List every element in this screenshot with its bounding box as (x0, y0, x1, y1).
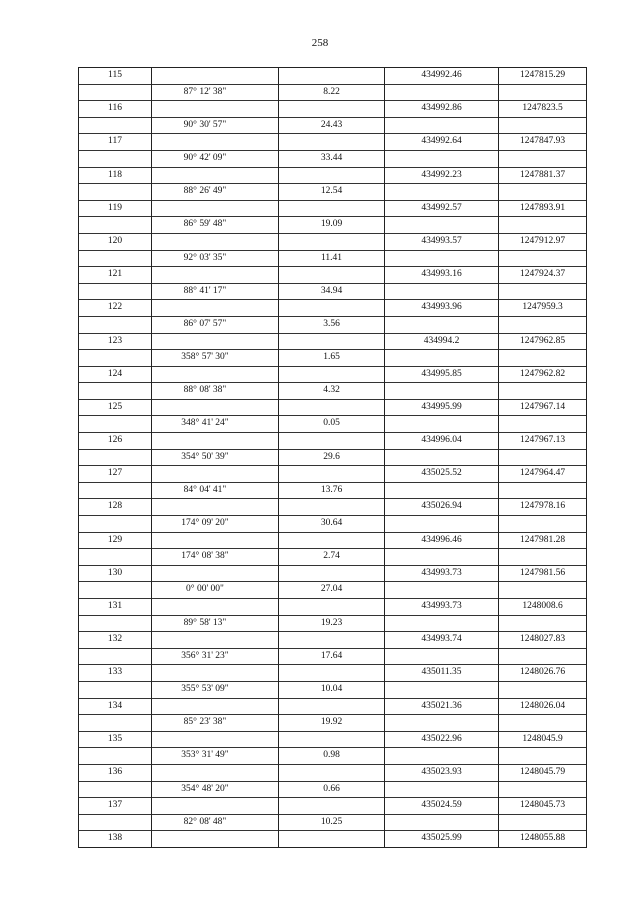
x-coordinate-cell: 434993.57 (385, 233, 499, 250)
x-coordinate-cell: 434993.73 (385, 565, 499, 582)
x-coordinate-cell: 434992.46 (385, 68, 499, 85)
table-row (79, 150, 587, 167)
table-row (79, 582, 587, 599)
x-coordinate-cell (385, 449, 499, 466)
y-coordinate-cell (499, 814, 587, 831)
point-number-cell: 124 (79, 366, 152, 383)
x-coordinate-cell: 434993.74 (385, 632, 499, 649)
table-row (79, 648, 587, 665)
point-number-cell (79, 184, 152, 201)
angle-cell: 356° 31' 23" (152, 648, 279, 665)
table-row (79, 731, 587, 748)
x-coordinate-cell (385, 383, 499, 400)
table-row (79, 516, 587, 533)
angle-cell: 355° 53' 09" (152, 681, 279, 698)
y-coordinate-cell: 1247893.91 (499, 200, 587, 217)
x-coordinate-cell (385, 516, 499, 533)
distance-cell: 30.64 (279, 516, 385, 533)
angle-cell: 88° 08' 38" (152, 383, 279, 400)
angle-cell: 90° 30' 57" (152, 117, 279, 134)
distance-cell: 0.98 (279, 748, 385, 765)
point-number-cell: 129 (79, 532, 152, 549)
point-number-cell (79, 283, 152, 300)
point-number-cell: 131 (79, 599, 152, 616)
angle-cell (152, 499, 279, 516)
x-coordinate-cell (385, 316, 499, 333)
point-number-cell (79, 316, 152, 333)
angle-cell: 0° 00' 00" (152, 582, 279, 599)
distance-cell (279, 101, 385, 118)
point-number-cell (79, 748, 152, 765)
table-row (79, 68, 587, 85)
table-row (79, 333, 587, 350)
distance-cell (279, 599, 385, 616)
distance-cell (279, 565, 385, 582)
table-row (79, 399, 587, 416)
y-coordinate-cell: 1248055.88 (499, 831, 587, 848)
distance-cell: 33.44 (279, 150, 385, 167)
x-coordinate-cell: 434995.99 (385, 399, 499, 416)
distance-cell (279, 731, 385, 748)
point-number-cell (79, 217, 152, 234)
angle-cell: 86° 07' 57" (152, 316, 279, 333)
y-coordinate-cell: 1247981.56 (499, 565, 587, 582)
angle-cell: 353° 31' 49" (152, 748, 279, 765)
table-row (79, 167, 587, 184)
distance-cell (279, 433, 385, 450)
angle-cell (152, 466, 279, 483)
distance-cell: 3.56 (279, 316, 385, 333)
x-coordinate-cell (385, 582, 499, 599)
angle-cell: 88° 41' 17" (152, 283, 279, 300)
x-coordinate-cell: 435026.94 (385, 499, 499, 516)
angle-cell: 90° 42' 09" (152, 150, 279, 167)
angle-cell (152, 831, 279, 848)
angle-cell: 84° 04' 41" (152, 482, 279, 499)
distance-cell: 24.43 (279, 117, 385, 134)
angle-cell (152, 134, 279, 151)
point-number-cell (79, 516, 152, 533)
distance-cell (279, 632, 385, 649)
table-row (79, 615, 587, 632)
distance-cell: 11.41 (279, 250, 385, 267)
table-row (79, 748, 587, 765)
distance-cell: 10.04 (279, 681, 385, 698)
point-number-cell: 115 (79, 68, 152, 85)
distance-cell: 19.92 (279, 715, 385, 732)
y-coordinate-cell: 1247962.85 (499, 333, 587, 350)
y-coordinate-cell: 1247847.93 (499, 134, 587, 151)
y-coordinate-cell (499, 681, 587, 698)
angle-cell (152, 167, 279, 184)
table-row (79, 383, 587, 400)
x-coordinate-cell (385, 350, 499, 367)
point-number-cell: 117 (79, 134, 152, 151)
x-coordinate-cell (385, 615, 499, 632)
x-coordinate-cell: 435025.52 (385, 466, 499, 483)
y-coordinate-cell: 1248026.76 (499, 665, 587, 682)
y-coordinate-cell: 1247978.16 (499, 499, 587, 516)
point-number-cell (79, 383, 152, 400)
x-coordinate-cell (385, 416, 499, 433)
table-row (79, 267, 587, 284)
x-coordinate-cell (385, 549, 499, 566)
table-row (79, 184, 587, 201)
distance-cell: 19.23 (279, 615, 385, 632)
point-number-cell: 120 (79, 233, 152, 250)
distance-cell: 12.54 (279, 184, 385, 201)
y-coordinate-cell: 1248008.6 (499, 599, 587, 616)
angle-cell (152, 698, 279, 715)
table-row (79, 549, 587, 566)
table-row (79, 632, 587, 649)
y-coordinate-cell (499, 748, 587, 765)
table-row (79, 532, 587, 549)
angle-cell (152, 433, 279, 450)
table-row (79, 482, 587, 499)
table-row (79, 316, 587, 333)
y-coordinate-cell (499, 117, 587, 134)
x-coordinate-cell: 434992.23 (385, 167, 499, 184)
distance-cell: 10.25 (279, 814, 385, 831)
distance-cell (279, 300, 385, 317)
x-coordinate-cell (385, 681, 499, 698)
angle-cell: 358° 57' 30" (152, 350, 279, 367)
y-coordinate-cell: 1247967.14 (499, 399, 587, 416)
angle-cell (152, 632, 279, 649)
table-row (79, 250, 587, 267)
point-number-cell (79, 150, 152, 167)
point-number-cell (79, 615, 152, 632)
table-row (79, 416, 587, 433)
table-row (79, 84, 587, 101)
angle-cell: 88° 26' 49" (152, 184, 279, 201)
y-coordinate-cell: 1248027.83 (499, 632, 587, 649)
point-number-cell (79, 648, 152, 665)
angle-cell (152, 665, 279, 682)
y-coordinate-cell (499, 350, 587, 367)
angle-cell (152, 101, 279, 118)
angle-cell: 86° 59' 48" (152, 217, 279, 234)
x-coordinate-cell: 434993.73 (385, 599, 499, 616)
table-row (79, 499, 587, 516)
distance-cell: 1.65 (279, 350, 385, 367)
angle-cell (152, 599, 279, 616)
y-coordinate-cell: 1248045.9 (499, 731, 587, 748)
y-coordinate-cell (499, 150, 587, 167)
table-row (79, 134, 587, 151)
angle-cell (152, 68, 279, 85)
x-coordinate-cell: 435024.59 (385, 798, 499, 815)
y-coordinate-cell: 1247815.29 (499, 68, 587, 85)
point-number-cell: 138 (79, 831, 152, 848)
y-coordinate-cell: 1247823.5 (499, 101, 587, 118)
survey-coordinates-table (78, 67, 587, 848)
table-row (79, 449, 587, 466)
table-row (79, 781, 587, 798)
table-row (79, 698, 587, 715)
y-coordinate-cell (499, 715, 587, 732)
distance-cell: 2.74 (279, 549, 385, 566)
angle-cell: 82° 08' 48" (152, 814, 279, 831)
point-number-cell (79, 482, 152, 499)
table-row (79, 681, 587, 698)
distance-cell (279, 134, 385, 151)
angle-cell: 85° 23' 38" (152, 715, 279, 732)
table-row (79, 233, 587, 250)
y-coordinate-cell (499, 416, 587, 433)
table-row (79, 217, 587, 234)
distance-cell (279, 532, 385, 549)
distance-cell (279, 698, 385, 715)
distance-cell: 27.04 (279, 582, 385, 599)
y-coordinate-cell (499, 449, 587, 466)
y-coordinate-cell: 1247912.97 (499, 233, 587, 250)
x-coordinate-cell: 434992.57 (385, 200, 499, 217)
point-number-cell (79, 250, 152, 267)
point-number-cell: 119 (79, 200, 152, 217)
distance-cell (279, 499, 385, 516)
y-coordinate-cell (499, 84, 587, 101)
point-number-cell: 123 (79, 333, 152, 350)
table-row (79, 831, 587, 848)
x-coordinate-cell: 434994.2 (385, 333, 499, 350)
point-number-cell (79, 84, 152, 101)
point-number-cell (79, 814, 152, 831)
angle-cell (152, 333, 279, 350)
distance-cell: 34.94 (279, 283, 385, 300)
x-coordinate-cell (385, 482, 499, 499)
distance-cell (279, 167, 385, 184)
distance-cell (279, 764, 385, 781)
x-coordinate-cell: 434992.64 (385, 134, 499, 151)
x-coordinate-cell (385, 283, 499, 300)
angle-cell (152, 267, 279, 284)
y-coordinate-cell (499, 184, 587, 201)
table-row (79, 283, 587, 300)
x-coordinate-cell (385, 648, 499, 665)
x-coordinate-cell (385, 117, 499, 134)
x-coordinate-cell: 434993.96 (385, 300, 499, 317)
table-row (79, 117, 587, 134)
x-coordinate-cell (385, 715, 499, 732)
x-coordinate-cell (385, 748, 499, 765)
point-number-cell: 128 (79, 499, 152, 516)
distance-cell (279, 466, 385, 483)
distance-cell: 4.32 (279, 383, 385, 400)
point-number-cell: 126 (79, 433, 152, 450)
point-number-cell (79, 781, 152, 798)
y-coordinate-cell: 1248045.73 (499, 798, 587, 815)
table-row (79, 764, 587, 781)
point-number-cell (79, 681, 152, 698)
y-coordinate-cell: 1247967.13 (499, 433, 587, 450)
point-number-cell: 132 (79, 632, 152, 649)
angle-cell: 348° 41' 24" (152, 416, 279, 433)
distance-cell: 29.6 (279, 449, 385, 466)
angle-cell: 174° 09' 20" (152, 516, 279, 533)
y-coordinate-cell (499, 283, 587, 300)
distance-cell (279, 68, 385, 85)
y-coordinate-cell (499, 217, 587, 234)
angle-cell (152, 300, 279, 317)
distance-cell: 17.64 (279, 648, 385, 665)
x-coordinate-cell (385, 84, 499, 101)
y-coordinate-cell: 1247981.28 (499, 532, 587, 549)
y-coordinate-cell (499, 582, 587, 599)
point-number-cell (79, 449, 152, 466)
point-number-cell: 130 (79, 565, 152, 582)
x-coordinate-cell (385, 814, 499, 831)
table-row (79, 300, 587, 317)
x-coordinate-cell: 435022.96 (385, 731, 499, 748)
y-coordinate-cell (499, 615, 587, 632)
distance-cell: 19.09 (279, 217, 385, 234)
y-coordinate-cell (499, 781, 587, 798)
x-coordinate-cell: 435025.99 (385, 831, 499, 848)
y-coordinate-cell: 1247962.82 (499, 366, 587, 383)
point-number-cell: 127 (79, 466, 152, 483)
y-coordinate-cell: 1247924.37 (499, 267, 587, 284)
angle-cell (152, 798, 279, 815)
x-coordinate-cell: 434995.85 (385, 366, 499, 383)
angle-cell (152, 366, 279, 383)
angle-cell: 354° 48' 20" (152, 781, 279, 798)
angle-cell (152, 399, 279, 416)
point-number-cell: 121 (79, 267, 152, 284)
table-row (79, 101, 587, 118)
y-coordinate-cell (499, 250, 587, 267)
y-coordinate-cell: 1248026.04 (499, 698, 587, 715)
y-coordinate-cell (499, 549, 587, 566)
distance-cell (279, 267, 385, 284)
point-number-cell: 122 (79, 300, 152, 317)
table-row (79, 433, 587, 450)
page-number: 258 (311, 37, 329, 49)
table-row (79, 599, 587, 616)
y-coordinate-cell: 1247959.3 (499, 300, 587, 317)
table-row (79, 366, 587, 383)
distance-cell (279, 200, 385, 217)
x-coordinate-cell: 434993.16 (385, 267, 499, 284)
x-coordinate-cell: 434996.04 (385, 433, 499, 450)
distance-cell (279, 333, 385, 350)
x-coordinate-cell (385, 150, 499, 167)
angle-cell: 87° 12' 38" (152, 84, 279, 101)
x-coordinate-cell: 435021.36 (385, 698, 499, 715)
x-coordinate-cell: 434992.86 (385, 101, 499, 118)
angle-cell: 174° 08' 38" (152, 549, 279, 566)
distance-cell (279, 399, 385, 416)
distance-cell (279, 831, 385, 848)
distance-cell: 8.22 (279, 84, 385, 101)
angle-cell: 354° 50' 39" (152, 449, 279, 466)
angle-cell (152, 764, 279, 781)
y-coordinate-cell: 1248045.79 (499, 764, 587, 781)
x-coordinate-cell (385, 250, 499, 267)
x-coordinate-cell: 435023.93 (385, 764, 499, 781)
angle-cell (152, 731, 279, 748)
point-number-cell (79, 549, 152, 566)
x-coordinate-cell: 435011.35 (385, 665, 499, 682)
table-row (79, 565, 587, 582)
y-coordinate-cell (499, 516, 587, 533)
y-coordinate-cell: 1247964.47 (499, 466, 587, 483)
angle-cell (152, 565, 279, 582)
point-number-cell (79, 416, 152, 433)
table-row (79, 715, 587, 732)
angle-cell: 89° 58' 13" (152, 615, 279, 632)
angle-cell (152, 532, 279, 549)
distance-cell: 0.66 (279, 781, 385, 798)
angle-cell (152, 200, 279, 217)
table-row (79, 350, 587, 367)
point-number-cell (79, 117, 152, 134)
x-coordinate-cell: 434996.46 (385, 532, 499, 549)
distance-cell (279, 233, 385, 250)
point-number-cell: 118 (79, 167, 152, 184)
distance-cell (279, 366, 385, 383)
x-coordinate-cell (385, 184, 499, 201)
y-coordinate-cell: 1247881.37 (499, 167, 587, 184)
table-row (79, 798, 587, 815)
point-number-cell: 135 (79, 731, 152, 748)
table-row (79, 200, 587, 217)
point-number-cell (79, 715, 152, 732)
point-number-cell: 116 (79, 101, 152, 118)
point-number-cell (79, 582, 152, 599)
table-row (79, 466, 587, 483)
point-number-cell: 136 (79, 764, 152, 781)
distance-cell: 0.05 (279, 416, 385, 433)
distance-cell (279, 798, 385, 815)
table-row (79, 814, 587, 831)
x-coordinate-cell (385, 217, 499, 234)
distance-cell: 13.76 (279, 482, 385, 499)
y-coordinate-cell (499, 383, 587, 400)
point-number-cell: 133 (79, 665, 152, 682)
y-coordinate-cell (499, 316, 587, 333)
point-number-cell: 137 (79, 798, 152, 815)
distance-cell (279, 665, 385, 682)
x-coordinate-cell (385, 781, 499, 798)
angle-cell (152, 233, 279, 250)
table-row (79, 665, 587, 682)
point-number-cell (79, 350, 152, 367)
angle-cell: 92° 03' 35" (152, 250, 279, 267)
table-body (79, 68, 587, 848)
point-number-cell: 125 (79, 399, 152, 416)
y-coordinate-cell (499, 648, 587, 665)
y-coordinate-cell (499, 482, 587, 499)
point-number-cell: 134 (79, 698, 152, 715)
